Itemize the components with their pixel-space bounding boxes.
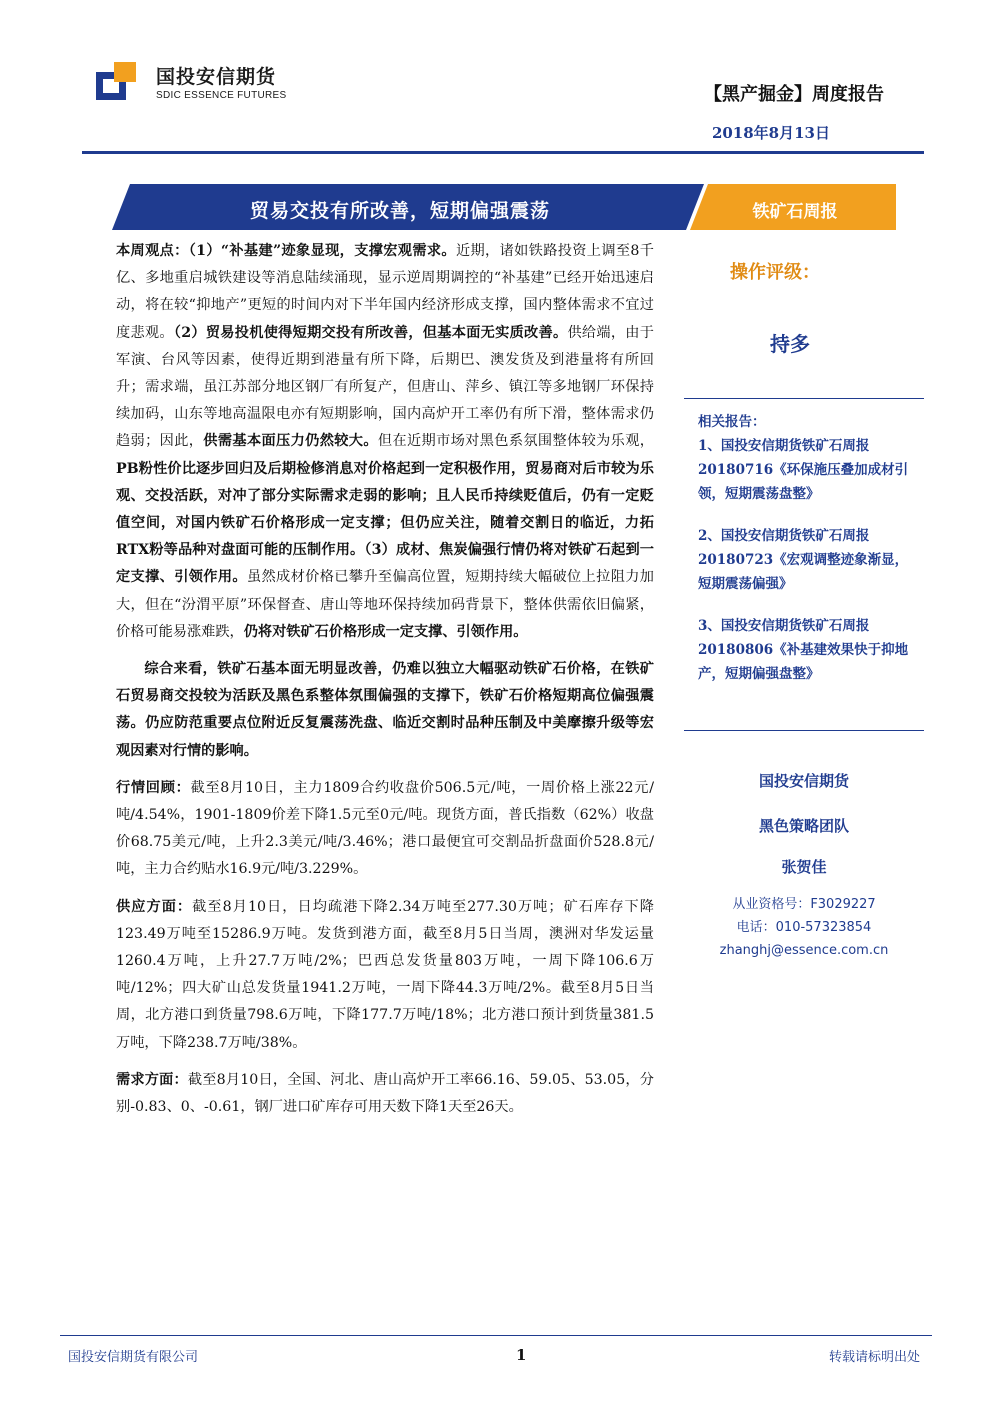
page-number: 1 <box>516 1346 527 1364</box>
rating-label: 操作评级： <box>730 262 820 283</box>
footer-divider <box>60 1335 932 1336</box>
summary-paragraph <box>116 656 654 765</box>
header-divider <box>82 151 924 154</box>
point-2-text-continued: 但在近期市场对黑色系氛围整体较为乐观， <box>377 433 654 450</box>
related-report-item[interactable]: 3、国投安信期货铁矿石周报20180806《补基建效果快于抑地产，短期偏强盘整》 <box>698 618 909 682</box>
demand-paragraph <box>116 1067 654 1121</box>
point-2-heading: （2）贸易投机使得短期交投有所改善，但基本面无实质改善。 <box>173 324 568 341</box>
weekly-view-lead: 本周观点： <box>116 243 189 259</box>
logo-chinese-name: 国投安信期货 <box>156 66 277 88</box>
sidebar-company: 国投安信期货 <box>758 772 849 790</box>
point-2-text: 供给端，由于军演、台风等因素，使得近期到港量有所下降，后期巴、澳发货及到港量将有所回升；需求端，虽江苏部分地区钢厂有所复产，但唐山、萍乡、镇江等多地钢厂环保持续加码，山东等地高温限电亦有短期影响，国内高炉开工率仍有所下滑，整体需求仍趋弱；因此， <box>116 324 654 450</box>
supply-text: 截至8月10日，日均疏港下降2.34万吨至277.30万吨；矿石库存下降123.49万吨至15286.9万吨。发货到港方面，截至8月5日当周，澳洲对华发运量1260.4万吨，上升27.7万吨/2%；巴西总发货量803万吨，一周下降106.6万吨/12%；四大矿山总发货量1941.2万吨，一周下降44.3万吨/2%。截至8月5日当周，北方港口到货量798.6万吨，下降177.7万吨/18%；北方港口预计到货量381.5万吨，下降238.7万吨/38%。 <box>116 898 654 1051</box>
sidebar-divider-top <box>684 398 924 399</box>
point-3-text: 虽然成材价格已攀升至偏高位置，短期持续大幅破位上拉阻力加大，但在“汾渭平原”环保督查、唐山等地环保持续加码背景下，整体供需依旧偏紧，价格可能易涨难跌， <box>116 569 654 640</box>
market-review-lead: 行情回顾： <box>116 779 191 796</box>
related-reports-title: 相关报告： <box>698 414 766 430</box>
point-3-conclusion: 仍将对铁矿石价格形成一定支撑、引领作用。 <box>243 623 528 640</box>
report-title: 贸易交投有所改善，短期偏强震荡 <box>249 200 550 222</box>
weekly-view-paragraph <box>116 238 654 646</box>
company-logo-icon <box>96 62 136 100</box>
logo-english-name: SDIC ESSENCE FUTURES <box>156 90 287 101</box>
related-report-item[interactable]: 1、国投安信期货铁矿石周报20180716《环保施压叠加成材引领，短期震荡盘整》 <box>698 438 909 502</box>
demand-text: 截至8月10日，全国、河北、唐山高炉开工率66.16、59.05、53.05，分别-0.83、0、-0.61，钢厂进口矿库存可用天数下降1天至26天。 <box>116 1071 654 1116</box>
supply-lead: 供应方面： <box>116 898 193 915</box>
market-review-text: 截至8月10日，主力1809合约收盘价506.5元/吨，一周价格上涨22元/吨/4.54%，1901-1809价差下降1.5元至0元/吨。现货方面，普氏指数（62%）收盘价68.75美元/吨，上升2.3美元/吨/3.46%；港口最便宜可交割品折盘面价528.8元/吨，主力合约贴水16.9元/吨/3.229%。 <box>116 779 654 878</box>
report-type-label: 【黑产掘金】周度报告 <box>704 84 884 105</box>
point-1-heading: （1）“补基建”迹象显现，支撑宏观需求。 <box>188 243 456 259</box>
point-2-3-emphasis: PB粉性价比逐步回归及后期检修消息对价格起到一定积极作用，贸易商对后市较为乐观、交投活跃，对冲了部分实际需求走弱的影响；且人民币持续贬值后，仍有一定贬值空间，对国内铁矿石价格形成一定支撑；但仍应关注，随着交割日的临近，力拓RTX粉等品种对盘面可能的压制作用。（3）成材、焦炭偏强行情仍将对铁矿石起到一定支撑、引领作用。 <box>116 460 654 586</box>
related-report-item[interactable]: 2、国投安信期货铁矿石周报20180723《宏观调整迹象渐显，短期震荡偏强》 <box>698 528 909 592</box>
report-date: 2018年8月13日 <box>711 124 830 142</box>
point-2-conclusion: 供需基本面压力仍然较大。 <box>203 433 378 450</box>
main-content <box>116 238 654 1131</box>
footer-company: 国投安信期货有限公司 <box>68 1350 199 1365</box>
analyst-license: 从业资格号：F3029227 <box>732 897 876 912</box>
analyst-name: 张贺佳 <box>781 858 827 876</box>
summary-text: 综合来看，铁矿石基本面无明显改善，仍难以独立大幅驱动铁矿石价格，在铁矿石贸易商交投较为活跃及黑色系整体氛围偏强的支撑下，铁矿石价格短期高位偏强震荡。仍应防范重要点位附近反复震荡洗盘、临近交割时品种压制及中美摩擦升级等宏观因素对行情的影响。 <box>116 661 654 759</box>
market-review-paragraph <box>116 775 654 884</box>
rating-value: 持多 <box>770 332 810 356</box>
sidebar-team: 黑色策略团队 <box>758 817 849 835</box>
analyst-phone: 电话：010-57323854 <box>736 920 872 935</box>
demand-lead: 需求方面： <box>116 1071 188 1088</box>
point-1-text: 近期，诸如铁路投资上调至8千亿、多地重启城铁建设等消息陆续涌现，显示逆周期调控的“补基建”已经开始迅速启动，将在较“抑地产”更短的时间内对下半年国内经济形成支撑，国内整体需求不宜过度悲观。 <box>116 243 654 341</box>
analyst-email[interactable]: zhanghj@essence.com.cn <box>719 943 889 958</box>
supply-paragraph <box>116 894 654 1057</box>
sidebar-divider-bottom <box>684 730 924 731</box>
footer-notice: 转载请标明出处 <box>828 1350 920 1365</box>
report-category-tag: 铁矿石周报 <box>752 202 838 222</box>
